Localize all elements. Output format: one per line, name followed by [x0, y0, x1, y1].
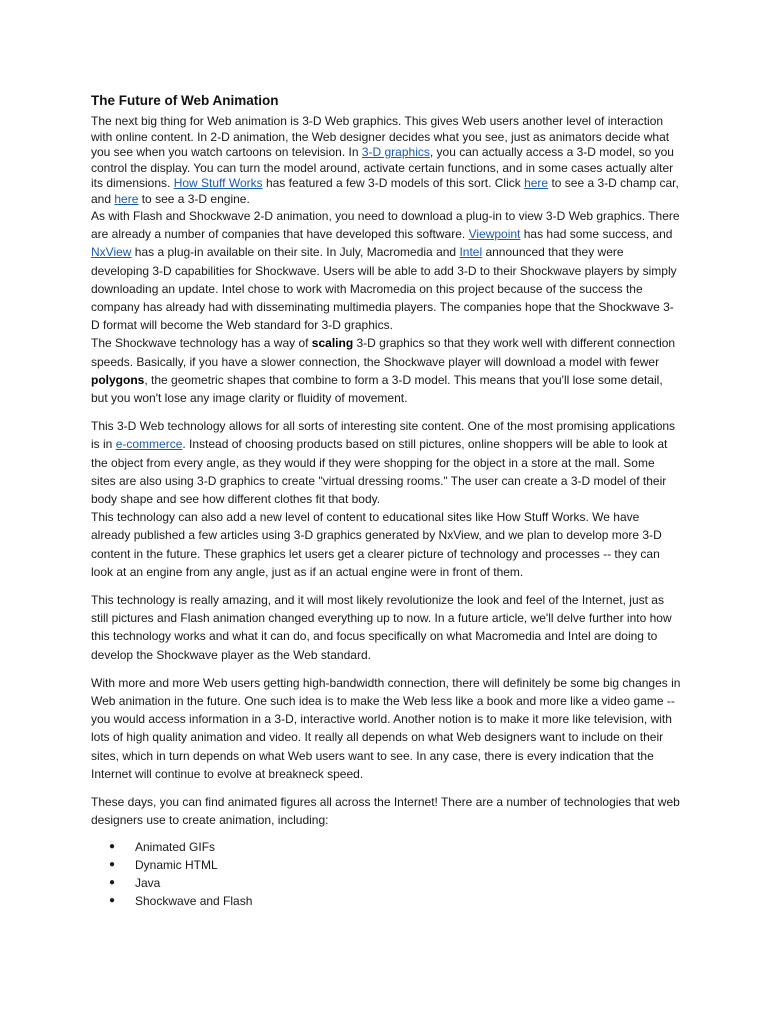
bullet-icon: ●	[109, 840, 116, 852]
list-item: ● Java	[91, 874, 681, 892]
list-item: ● Shockwave and Flash	[91, 892, 681, 910]
paragraph-5: This technology can also add a new level of content to educational sites like How Stuff Works. We have already published a few articles using 3-D graphics generated by NxView, and we plan to develop more 3-D content in the future. These graphics let users get a clearer picture of technology and processes -- they can look at an engine from any angle, just as if an actual engine were in front of them.	[91, 510, 662, 579]
link-e-commerce[interactable]: e-commerce	[115, 437, 183, 452]
bold-polygons: polygons	[91, 372, 145, 387]
paragraph-4: This 3-D Web technology allows for all sorts of interesting site content. One of the most promising applications is in e-commerce. Instead of choosing products based on still pictures, online shoppers will be able to look at the object from every angle, as they would if they were shopping for the object in a store at the mall. Some sites are also using 3-D graphics to create "virtual dressing rooms." The user can create a 3-D model of their body shape and see how different clothes fit that body.	[91, 419, 676, 507]
list-item: ● Animated GIFs	[91, 838, 681, 856]
animation-technologies-list	[91, 838, 681, 911]
link-here-champ-car[interactable]: here	[524, 176, 549, 190]
link-intel[interactable]: Intel	[459, 245, 483, 260]
paragraph-2: As with Flash and Shockwave 2-D animation, you need to download a plug-in to view 3-D Web graphics. There are already a number of companies that have developed this software. Viewpoint has had some success, and NxView has a plug-in available on their site. In July, Macromedia and Intel announced that they were developing 3-D capabilities for Shockwave. Users will be able to add 3-D to their Shockwave players by simply downloading an update. Intel chose to work with Macromedia on this project because of the success the company has already had with disseminating multimedia players. The companies hope that the Shockwave 3-D format will become the Web standard for 3-D graphics.	[91, 209, 680, 333]
paragraph-1: The next big thing for Web animation is 3-D Web graphics. This gives Web users another level of interaction with online content. In 2-D animation, the Web designer decides what you see, just as animators decide what you see when you watch cartoons on television. In 3-D graphics, you can actually access a 3-D model, so you control the display. You can turn the model around, activate certain functions, and in some cases actually alter its dimensions. How Stuff Works has featured a few 3-D models of this sort. Click here to see a 3-D champ car, and here to see a 3-D engine.	[91, 114, 679, 206]
article-title: The Future of Web Animation	[91, 93, 279, 108]
link-nxview[interactable]: NxView	[91, 245, 132, 260]
paragraph-6: This technology is really amazing, and it will most likely revolutionize the look and feel of the Internet, just as still pictures and Flash animation changed everything up to now. In a future article, we'll delve further into how this technology works and what it can do, and focus specifically on what Macromedia and Intel are doing to develop the Shockwave player as the Web standard.	[91, 593, 672, 662]
bullet-icon: ●	[109, 895, 116, 907]
link-viewpoint[interactable]: Viewpoint	[468, 227, 521, 242]
paragraph-7: With more and more Web users getting high-bandwidth connection, there will definitely be some big changes in Web animation in the future. One such idea is to make the Web less like a book and more like a video game -- you would access information in a 3-D, interactive world. Another notion is to make it more like television, with lots of high quality animation and video. It really all depends on what Web designers want to include on their sites, which in turn depends on what Web users want to see. In any case, there is every indication that the Internet will continue to evolve at breakneck speed.	[91, 675, 681, 781]
list-item: ● Dynamic HTML	[91, 856, 681, 874]
link-3d-graphics[interactable]: 3-D graphics	[361, 145, 430, 159]
bullet-icon: ●	[109, 876, 116, 888]
link-here-engine[interactable]: here	[114, 191, 139, 206]
bold-scaling: scaling	[311, 336, 354, 351]
paragraph-3: The Shockwave technology has a way of scaling 3-D graphics so that they work well with different connection speeds. Basically, if you have a slower connection, the Shockwave player will download a model with fewer polygons, the geometric shapes that combine to form a 3-D model. This means that you'll lose some detail, but you won't lose any image clarity or fluidity of movement.	[91, 336, 676, 406]
article-body	[91, 92, 681, 910]
bullet-icon: ●	[109, 858, 116, 870]
link-how-stuff-works[interactable]: How Stuff Works	[173, 176, 263, 190]
paragraph-8: These days, you can find animated figures all across the Internet! There are a number of technologies that web designers use to create animation, including:	[91, 795, 680, 828]
